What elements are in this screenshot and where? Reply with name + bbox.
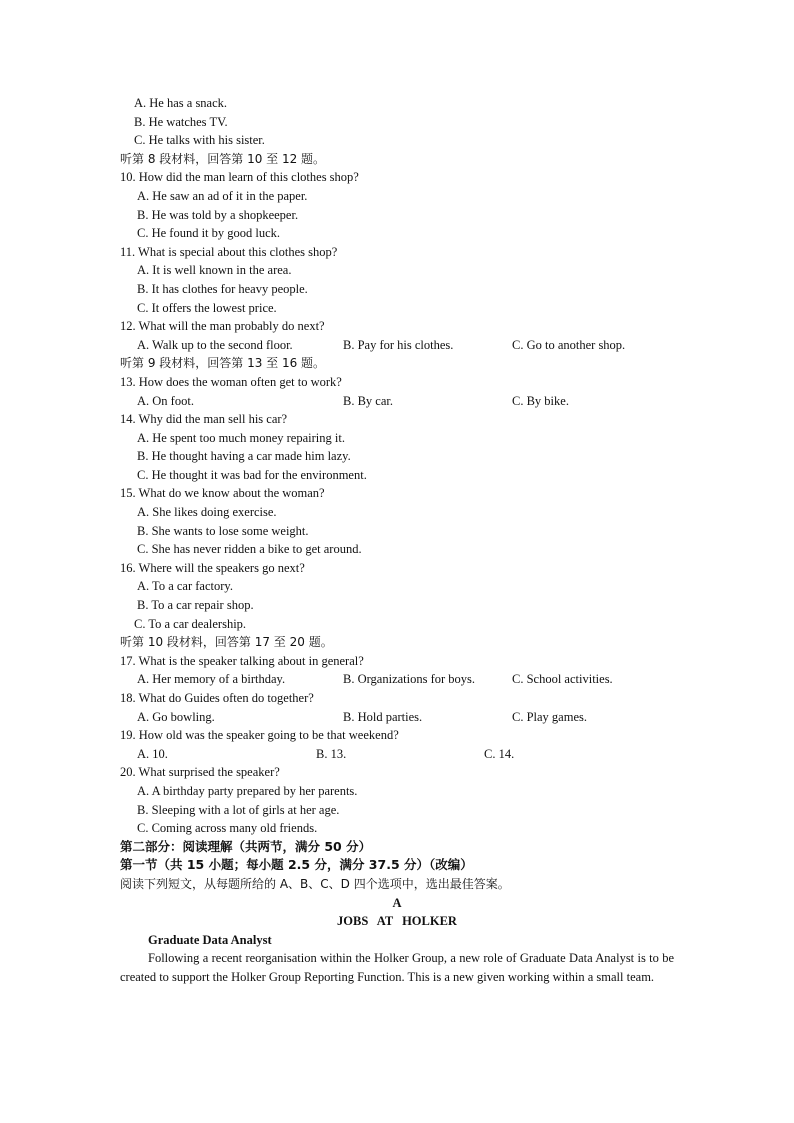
instruction: 阅读下列短文，从每题所给的 A、B、C、D 四个选项中，选出最佳答案。 (120, 876, 510, 891)
section-heading: 听第 10 段材料，回答第 17 至 20 题。 (120, 635, 333, 650)
option-line: B. It has clothes for heavy people. (137, 281, 308, 296)
option-line: A. He spent too much money repairing it. (137, 430, 345, 445)
option-a: A. Go bowling. (137, 709, 215, 724)
question: 14. Why did the man sell his car? (120, 412, 288, 427)
option-line: B. He thought having a car made him lazy. (137, 449, 351, 464)
option-c: C. By bike. (512, 393, 569, 408)
option-line: B. Sleeping with a lot of girls at her age. (137, 802, 340, 817)
option-line: A. It is well known in the area. (137, 263, 292, 278)
option-line: C. He found it by good luck. (137, 226, 281, 241)
option-b: B. 13. (316, 746, 347, 761)
option-line: C. He thought it was bad for the environment. (137, 467, 367, 482)
option-line: C. To a car dealership. (134, 616, 247, 631)
option-line: B. To a car repair shop. (137, 598, 254, 613)
option-line: A. She likes doing exercise. (137, 505, 277, 520)
option-line: A. To a car factory. (137, 579, 233, 594)
job-title: Graduate Data Analyst (148, 932, 272, 947)
option-line: A. He has a snack. (134, 96, 228, 110)
passage-title: JOBS AT HOLKER (337, 914, 457, 929)
section-heading: 听第 8 段材料，回答第 10 至 12 题。 (120, 151, 326, 166)
body-paragraph: Following a recent reorganisation within the Holker Group, a new role of Graduate Data Analyst is to be created to support the Holker Group Reporting Function. This is a new given working within a small team. (120, 951, 674, 985)
question: 18. What do Guides often do together? (120, 691, 314, 705)
question: 15. What do we know about the woman? (120, 486, 325, 501)
option-a: A. 10. (137, 746, 168, 761)
option-c: C. Play games. (512, 709, 587, 724)
option-line: A. He saw an ad of it in the paper. (137, 188, 308, 203)
option-b: B. Pay for his clothes. (343, 337, 454, 352)
option-a: A. On foot. (137, 393, 194, 408)
option-a: A. Walk up to the second floor. (137, 337, 293, 352)
question: 11. What is special about this clothes shop? (120, 244, 338, 259)
section-heading: 听第 9 段材料，回答第 13 至 16 题。 (120, 356, 326, 371)
options-row (0, 670, 794, 689)
document-page (0, 94, 794, 987)
option-line: B. He was told by a shopkeeper. (137, 207, 299, 222)
option-c: C. School activities. (512, 672, 613, 687)
question: 16. Where will the speakers go next? (120, 560, 305, 575)
option-c: C. 14. (484, 746, 515, 761)
option-b: B. Organizations for boys. (343, 672, 476, 687)
option-line: C. It offers the lowest price. (137, 300, 277, 315)
option-line: C. She has never ridden a bike to get around. (137, 542, 362, 557)
question: 19. How old was the speaker going to be that weekend? (120, 728, 399, 743)
option-line: A. A birthday party prepared by her parents. (137, 783, 358, 798)
option-line: B. He watches TV. (134, 114, 228, 129)
option-b: B. By car. (343, 393, 393, 408)
passage-letter: A (392, 895, 402, 910)
question: 20. What surprised the speaker? (120, 765, 280, 780)
options-row (0, 336, 794, 355)
options-row (0, 392, 794, 411)
option-b: B. Hold parties. (343, 709, 423, 724)
question: 10. How did the man learn of this clothes shop? (120, 170, 359, 185)
question: 12. What will the man probably do next? (120, 319, 325, 334)
option-line: C. He talks with his sister. (134, 133, 265, 148)
question: 17. What is the speaker talking about in general? (120, 653, 364, 668)
question: 13. How does the woman often get to work? (120, 374, 342, 389)
section-heading: 第一节（共 15 小题；每小题 2.5 分，满分 37.5 分）（改编） (120, 857, 473, 873)
options-row (0, 708, 794, 727)
option-line: B. She wants to lose some weight. (137, 523, 309, 538)
part-heading: 第二部分：阅读理解（共两节，满分 50 分） (120, 838, 372, 854)
option-line: C. Coming across many old friends. (137, 821, 318, 836)
option-c: C. Go to another shop. (512, 337, 626, 352)
option-a: A. Her memory of a birthday. (137, 672, 286, 687)
options-row (0, 745, 794, 764)
